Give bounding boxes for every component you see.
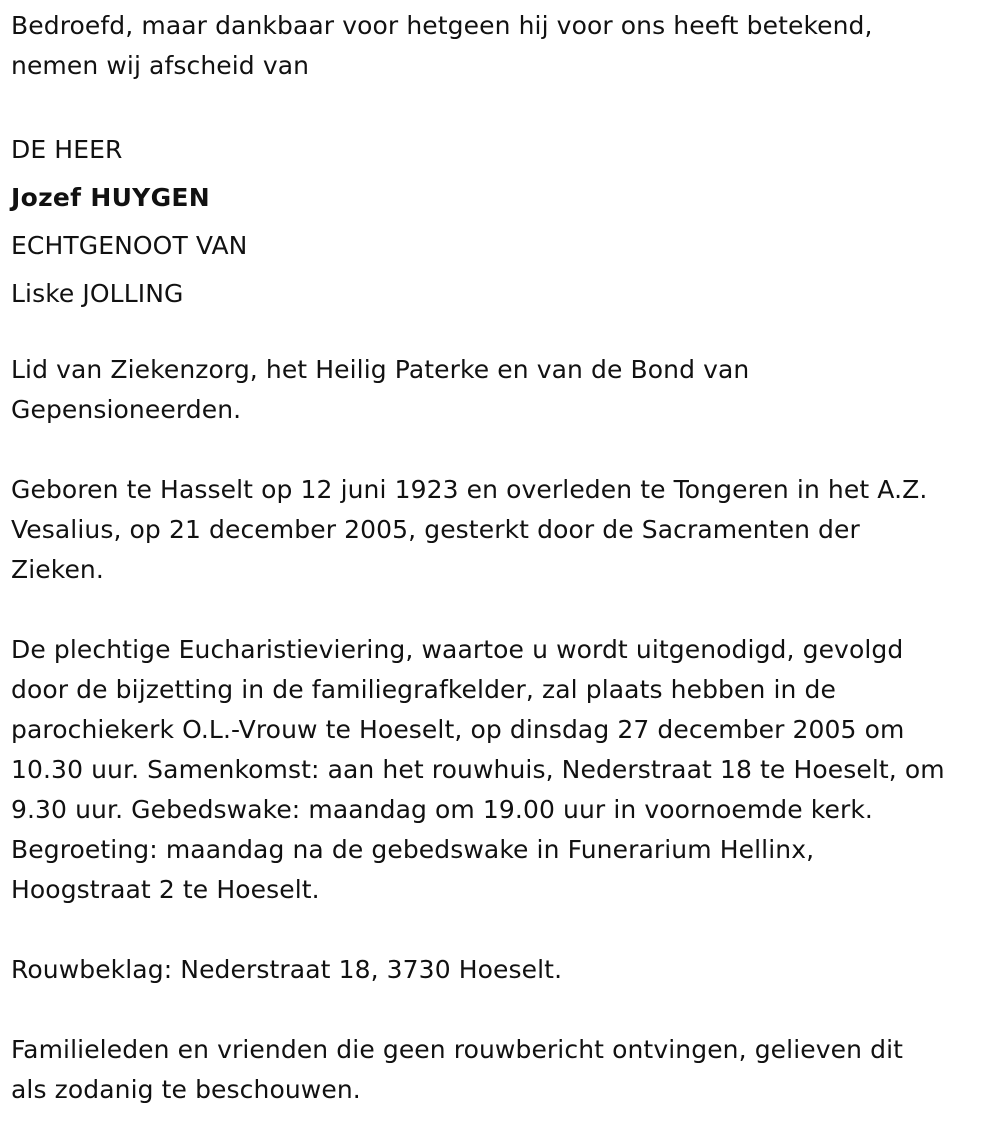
condolences-paragraph: Rouwbeklag: Nederstraat 18, 3730 Hoeselt. [11, 955, 563, 984]
title-line: DE HEER [11, 135, 123, 164]
spacer [11, 910, 996, 950]
spacer [11, 990, 996, 1030]
spacer [11, 590, 996, 630]
ceremony-paragraph: De plechtige Eucharistieviering, waartoe u wordt uitgenodigd, gevolgd door de bijzetting in de familiegrafkelder, zal plaats hebben in de parochiekerk O.L.-Vrouw te Hoeselt, op dinsdag 27 december 2005 om 10.30 uur. Samenkomst: aan het rouwhuis, Nederstraat 18 te Hoeselt, om 9.30 uur. Gebedswake: maandag om 19.00 uur in voornoemde kerk. Begroeting: maandag na de gebedswake in Funerarium Hellinx, Hoogstraat 2 te Hoeselt. [11, 635, 945, 904]
spacer [11, 318, 996, 350]
spouse-name: Liske JOLLING [11, 279, 184, 308]
membership-paragraph: Lid van Ziekenzorg, het Heilig Paterke en van de Bond van Gepensioneerden. [11, 355, 750, 424]
relation-line: ECHTGENOOT VAN [11, 231, 248, 260]
closing-paragraph: Familieleden en vrienden die geen rouwbericht ontvingen, gelieven dit als zodanig te beschouwen. [11, 1035, 904, 1104]
intro-paragraph: Bedroefd, maar dankbaar voor hetgeen hij voor ons heeft betekend, nemen wij afscheid van [11, 11, 873, 80]
spacer [11, 430, 996, 470]
obituary-notice [11, 6, 996, 1110]
deceased-name: Jozef HUYGEN [11, 183, 211, 212]
spacer [11, 86, 996, 126]
birth-death-paragraph: Geboren te Hasselt op 12 juni 1923 en overleden te Tongeren in het A.Z. Vesalius, op 21 december 2005, gesterkt door de Sacramenten der Zieken. [11, 475, 928, 584]
